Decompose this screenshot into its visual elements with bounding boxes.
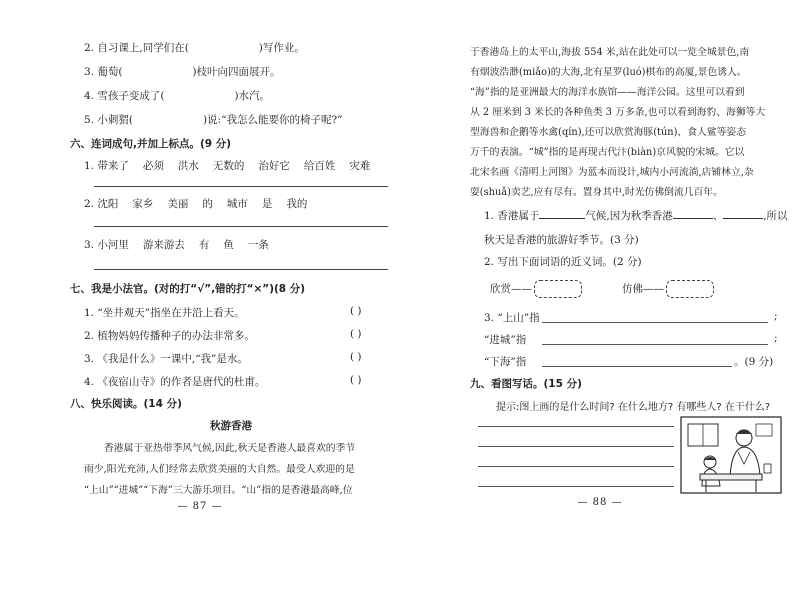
answer-box[interactable]: [534, 280, 582, 298]
question-3-line3: “下海”指: [484, 356, 527, 368]
question-1: 1. 香港属于 气候,因为秋季香港 、 ,所以: [484, 210, 788, 222]
section6-heading: 六、连词成句,并加上标点。(9 分): [70, 138, 232, 150]
section7-heading: 七、我是小法官。(对的打“√”,错的打“×”)(8 分): [70, 283, 306, 295]
sentence-item-2: 2. 沈阳 家乡 美丽 的 城市 是 我的: [84, 198, 308, 210]
passage-line: “海”指的是亚洲最大的海洋水族馆——海洋公园。这里可以看到: [470, 87, 745, 98]
question-1-cont: 秋天是香港的旅游好季节。(3 分): [484, 234, 639, 246]
answer-blank[interactable]: [723, 208, 763, 219]
judge-bracket[interactable]: ( ): [350, 328, 362, 340]
passage-line: 北宋名画《清明上河图》为蓝本而设计,城内小河流淌,店铺林立,杂: [470, 167, 754, 178]
judge-bracket[interactable]: ( ): [350, 351, 362, 363]
writing-illustration: [680, 416, 782, 494]
right-page: 于香港岛上的太平山,海拔 554 米,站在此处可以一览全城景色,南 有烟波浩渺(miǎo)的大海,北有星罗(luó)棋布的高厦,景色诱人。 “海”指的是亚洲最大的海洋水族馆——海洋公园。这里可以看到 从 2 厘米到 3 米长的各种鱼类 3 万多条,也可以看到海豹、海狮等大 型海兽和企鹅等水禽(qín),还可以欣赏海豚(tún)、食人鲨等姿态 万千的表演。“城”指的是再现古代汴(biàn)京风貌的宋城。它以 北宋名画《清明上河图》为蓝本而设计,城内小河流淌,店铺林立,杂 耍(shuǎ)卖艺,应有尽有。置身其中,时光仿佛倒流几百年。 1. 香港属于 气候,因为秋季香港 、 ,所以 秋天是香港的旅游好季节。(3 分) 2. 写出下面词语的近义词。(2 分) 欣赏—— 仿佛—— 3. “上山”指 ; “进城”指 ; “下海”指 。(9 分) 九、看图写话。(15 分) 提示:图上画的是什么时间? 在什么地方? 有哪些人? 在干什么? — 88 —: [400, 0, 800, 589]
fill-item-2: 2. 自习课上,同学们在( )写作业。: [84, 42, 305, 54]
writing-hint: 提示:图上画的是什么时间? 在什么地方? 有哪些人? 在干什么?: [496, 402, 771, 413]
answer-line[interactable]: [94, 226, 388, 227]
fill-item-5: 5. 小刺猬( )说:“我怎么能要你的椅子呢?”: [84, 114, 343, 126]
fill-item-3: 3. 葡萄( )枝叶向四面展开。: [84, 66, 281, 78]
passage-line: 香港属于亚热带季风气候,因此,秋天是香港人最喜欢的季节: [104, 443, 356, 454]
section9-heading: 九、看图写话。(15 分): [470, 378, 582, 390]
passage-line: 万千的表演。“城”指的是再现古代汴(biàn)京风貌的宋城。它以: [470, 147, 745, 158]
section8-heading: 八、快乐阅读。(14 分): [70, 398, 182, 410]
answer-line[interactable]: [542, 344, 768, 345]
passage-line: 雨少,阳光充沛,人们经常去欣赏美丽的大自然。最受人欢迎的是: [84, 464, 355, 475]
sentence-item-3: 3. 小河里 游来游去 有 鱼 一条: [84, 239, 269, 251]
judge-item-2: 2. 植物妈妈传播种子的办法非常多。: [84, 330, 255, 342]
passage-line: 耍(shuǎ)卖艺,应有尽有。置身其中,时光仿佛倒流几百年。: [470, 187, 723, 198]
writing-line[interactable]: [478, 446, 674, 447]
page-number: — 87 —: [177, 501, 223, 512]
synonym-item-2: 仿佛——: [622, 280, 714, 298]
answer-blank[interactable]: [539, 208, 585, 219]
answer-box[interactable]: [666, 280, 714, 298]
passage-line: 型海兽和企鹅等水禽(qín),还可以欣赏海豚(tún)、食人鲨等姿态: [470, 127, 747, 138]
judge-item-3: 3. 《我是什么》一课中,“我”是水。: [84, 353, 248, 365]
judge-item-4: 4. 《夜宿山寺》的作者是唐代的杜甫。: [84, 376, 266, 388]
passage-line: 于香港岛上的太平山,海拔 554 米,站在此处可以一览全城景色,南: [470, 47, 750, 58]
writing-line[interactable]: [478, 466, 674, 467]
question-2: 2. 写出下面词语的近义词。(2 分): [484, 256, 642, 268]
passage-title: 秋游香港: [210, 420, 252, 432]
answer-line[interactable]: [94, 186, 388, 187]
passage-line: “上山”“进城”“下海”三大游乐项目。“山”指的是香港最高峰,位: [84, 485, 353, 496]
question-3-line2: “进城”指: [484, 334, 527, 346]
question-3-line1: 3. “上山”指: [484, 312, 540, 324]
sentence-item-1: 1. 带来了 必须 洪水 无数的 治好它 给百姓 灾难: [84, 160, 371, 172]
writing-line[interactable]: [478, 486, 674, 487]
synonym-item-1: 欣赏——: [490, 280, 582, 298]
judge-item-1: 1. “坐井观天”指坐在井沿上看天。: [84, 307, 245, 319]
answer-line[interactable]: [542, 322, 768, 323]
passage-line: 从 2 厘米到 3 米长的各种鱼类 3 万多条,也可以看到海豹、海狮等大: [470, 107, 766, 118]
fill-item-4: 4. 雪孩子变成了( )水汽。: [84, 90, 271, 102]
answer-line[interactable]: [542, 366, 732, 367]
answer-line[interactable]: [94, 269, 388, 270]
writing-line[interactable]: [478, 426, 674, 427]
judge-bracket[interactable]: ( ): [350, 374, 362, 386]
page-number: — 88 —: [577, 497, 623, 508]
passage-line: 有烟波浩渺(miǎo)的大海,北有星罗(luó)棋布的高厦,景色诱人。: [470, 67, 747, 78]
judge-bracket[interactable]: ( ): [350, 305, 362, 317]
answer-blank[interactable]: [673, 208, 713, 219]
